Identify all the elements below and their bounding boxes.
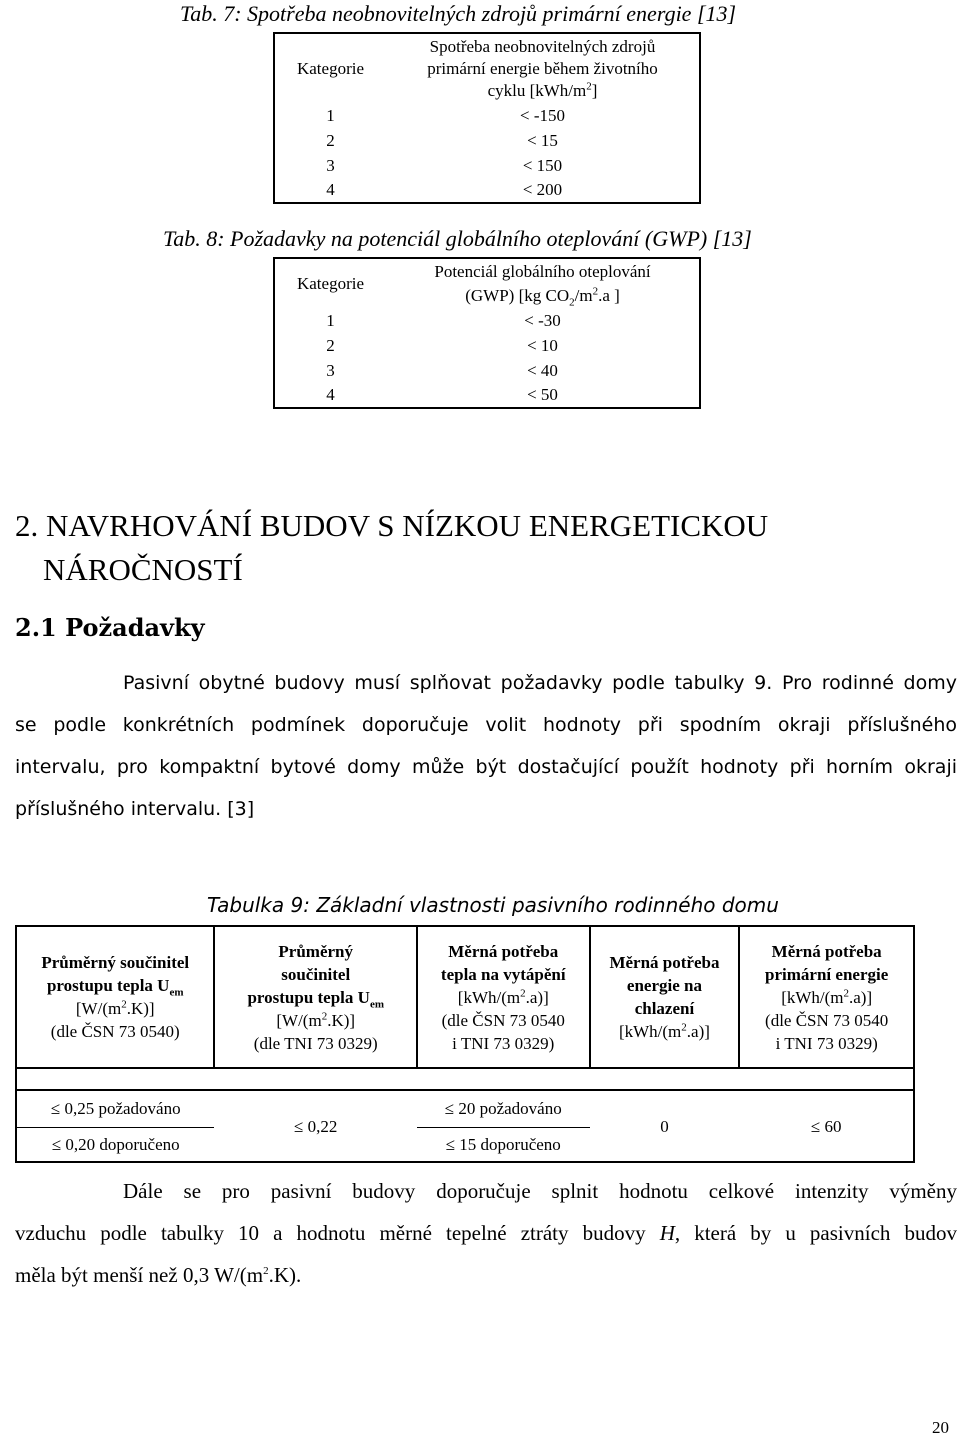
- tab9-value-u-em-tni: ≤ 0,22: [214, 1090, 416, 1162]
- tab9-header-cooling-demand: Měrná potřeba energie na chlazení $[kWh/(m^2.a)]$: [590, 926, 740, 1068]
- tab7-row-category: 2: [326, 130, 335, 150]
- tab8-row-value: < -30: [524, 310, 561, 330]
- tab7-header-category: Kategorie: [296, 58, 365, 78]
- tab8-caption: Tab. 8: Požadavky na potenciál globálního oteplování (GWP) [13]: [163, 226, 752, 251]
- paragraph-requirements: Pasivní obytné budovy musí splňovat požadavky podle tabulky 9. Pro rodinné domy se podle konkrétních podmínek doporučuje volit hodnoty při spodním okraji příslušného intervalu, pro kompaktní bytové domy může být dostačující použít hodnoty při horním okraji příslušného intervalu. [3]: [15, 672, 957, 820]
- section-heading: 2. NAVRHOVÁNÍ BUDOV S NÍZKOU ENERGETICKOU NÁROČNOSTÍ: [15, 508, 769, 587]
- tab9-value-primary-energy: ≤ 60: [739, 1090, 914, 1162]
- tab7-row-value: < 150: [522, 155, 563, 175]
- tab8-row-category: 3: [326, 360, 335, 380]
- tab8-row-category: 1: [326, 310, 335, 330]
- page-number: 20: [932, 1418, 949, 1437]
- tab9-value-u-em-required: ≤ 0,25 požadováno: [16, 1090, 214, 1127]
- tab9-header-u-em-csn: Průměrný součinitel prostupu tepla $U_{em}$ $[W/(m^2.K)]$ (dle ČSN 73 0540): [16, 926, 214, 1068]
- tab7-row-category: 3: [326, 155, 335, 175]
- tab8-row-category: 4: [326, 385, 335, 404]
- paragraph-air-exchange: Dále se pro pasivní budovy doporučuje splnit hodnotu celkové intenzity výměny vzduchu podle tabulky 10 a hodnotu měrné tepelné ztráty budovy H, která by u pasivních budov měla být menší než 0,3 $W/(m^2.K)$.: [15, 1179, 957, 1287]
- tab7-row-category: 4: [326, 180, 335, 199]
- tab8-row-value: < 10: [527, 335, 558, 355]
- tab7-header-value: Spotřeba neobnovitelných zdrojů primární energie během životního cyklu $[kWh/m^2]$: [427, 36, 658, 100]
- tab8-row-value: < 40: [527, 360, 558, 380]
- tab7-row-value: < 200: [522, 180, 563, 199]
- tab8-row-category: 2: [326, 335, 335, 355]
- tab7-row-value: < -150: [520, 105, 565, 125]
- tab7-row-value: < 15: [527, 130, 558, 150]
- tab9-header-primary-energy: Měrná potřeba primární energie $[kWh/(m^2.a)]$ (dle ČSN 73 0540 i TNI 73 0329): [739, 926, 914, 1068]
- tab8-header-value: Potenciál globálního oteplování (GWP) [kg $CO_2/m^2.a$ ]: [434, 261, 651, 308]
- tab9-value-cooling: 0: [590, 1090, 740, 1162]
- tab9-value-heating-recommended: ≤ 15 doporučeno: [417, 1127, 590, 1162]
- tab7-caption: Tab. 7: Spotřeba neobnovitelných zdrojů primární energie [13]: [180, 1, 737, 26]
- tab8-header-category: Kategorie: [296, 273, 365, 293]
- tab7-row-category: 1: [326, 105, 335, 125]
- tab9-table: [15, 925, 915, 1163]
- tab9-caption: Tabulka 9: Základní vlastnosti pasivního rodinného domu: [207, 893, 779, 917]
- tab9-header-heating-demand: Měrná potřeba tepla na vytápění $[kWh/(m^2.a)]$ (dle ČSN 73 0540 i TNI 73 0329): [417, 926, 590, 1068]
- subsection-heading: 2.1 Požadavky: [15, 613, 205, 642]
- tab9-value-u-em-recommended: ≤ 0,20 doporučeno: [16, 1127, 214, 1162]
- tab9-header-u-em-tni: Průměrný součinitel prostupu tepla $U_{em}$ $[W/(m^2.K)]$ (dle TNI 73 0329): [214, 926, 416, 1068]
- tab8-row-value: < 50: [527, 385, 558, 404]
- tab7-table: [273, 32, 701, 204]
- tab8-table: [273, 257, 701, 409]
- tab9-value-heating-required: ≤ 20 požadováno: [417, 1090, 590, 1127]
